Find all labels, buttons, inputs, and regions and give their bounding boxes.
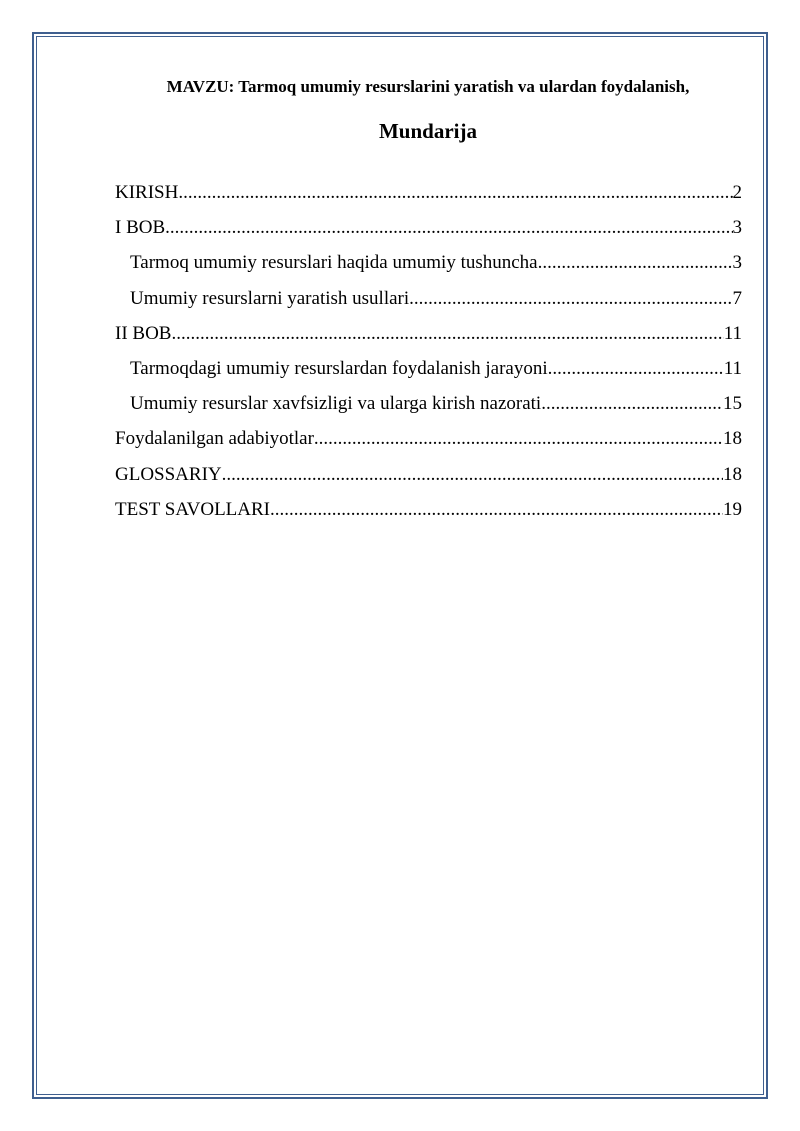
toc-entry-page: 11 bbox=[723, 357, 742, 379]
toc-title: Mundarija bbox=[378, 119, 477, 143]
toc-leader-dots bbox=[270, 492, 723, 527]
toc-leader-dots bbox=[314, 421, 723, 456]
toc-entry-glossariy[interactable] bbox=[115, 457, 742, 492]
toc-entry-label: Umumiy resurslar xavfsizligi va ularga kirish nazorati bbox=[130, 393, 542, 415]
toc-leader-dots bbox=[538, 245, 733, 280]
toc-entry-xavfsizlik[interactable] bbox=[115, 386, 742, 421]
toc-entry-umumiy-tushuncha[interactable] bbox=[115, 245, 742, 280]
toc-leader-dots bbox=[541, 386, 723, 421]
toc-leader-dots bbox=[165, 210, 732, 245]
toc-entry-label: Umumiy resurslarni yaratish usullari bbox=[130, 287, 410, 309]
toc-leader-dots bbox=[222, 457, 723, 492]
toc-entry-label: Tarmoqdagi umumiy resurslardan foydalanish jarayoni bbox=[130, 357, 548, 379]
toc-entry-page: 15 bbox=[723, 393, 742, 415]
toc-entry-page: 18 bbox=[723, 463, 742, 485]
toc-entry-page: 19 bbox=[723, 498, 742, 520]
toc-entry-yaratish-usullari[interactable] bbox=[115, 281, 742, 316]
toc-entry-label: KIRISH bbox=[115, 182, 179, 203]
toc-leader-dots bbox=[548, 351, 724, 386]
toc-entry-page: 3 bbox=[732, 217, 742, 239]
toc-entry-ii-bob[interactable] bbox=[115, 316, 742, 351]
toc-entry-page: 18 bbox=[723, 428, 742, 450]
toc-entry-page: 3 bbox=[732, 252, 742, 274]
toc-leader-dots bbox=[409, 281, 732, 316]
toc-entry-page: 11 bbox=[723, 322, 742, 344]
toc-entry-adabiyotlar[interactable] bbox=[115, 421, 742, 456]
toc-entry-label: I BOB bbox=[115, 217, 166, 239]
toc-entry-test-savollari[interactable] bbox=[115, 492, 742, 527]
toc-entry-kirish[interactable] bbox=[115, 175, 742, 210]
toc-entry-label: TEST SAVOLLARI bbox=[115, 498, 271, 520]
toc-entry-label: Tarmoq umumiy resurslari haqida umumiy tushuncha bbox=[130, 252, 538, 274]
document-topic: MAVZU: Tarmoq umumiy resurslarini yaratish va ulardan foydalanish, bbox=[166, 77, 690, 96]
toc-entry-label: II BOB bbox=[115, 322, 172, 344]
toc-entry-label: Foydalanilgan adabiyotlar bbox=[115, 428, 314, 450]
toc-leader-dots bbox=[178, 175, 732, 210]
toc-entry-i-bob[interactable] bbox=[115, 210, 742, 245]
toc-entry-foydalanish-jarayoni[interactable] bbox=[115, 351, 742, 386]
table-of-contents bbox=[115, 175, 742, 527]
toc-leader-dots bbox=[171, 316, 723, 351]
toc-entry-page: 2 bbox=[732, 182, 742, 203]
toc-entry-label: GLOSSARIY bbox=[115, 463, 222, 485]
toc-entry-page: 7 bbox=[732, 287, 742, 309]
